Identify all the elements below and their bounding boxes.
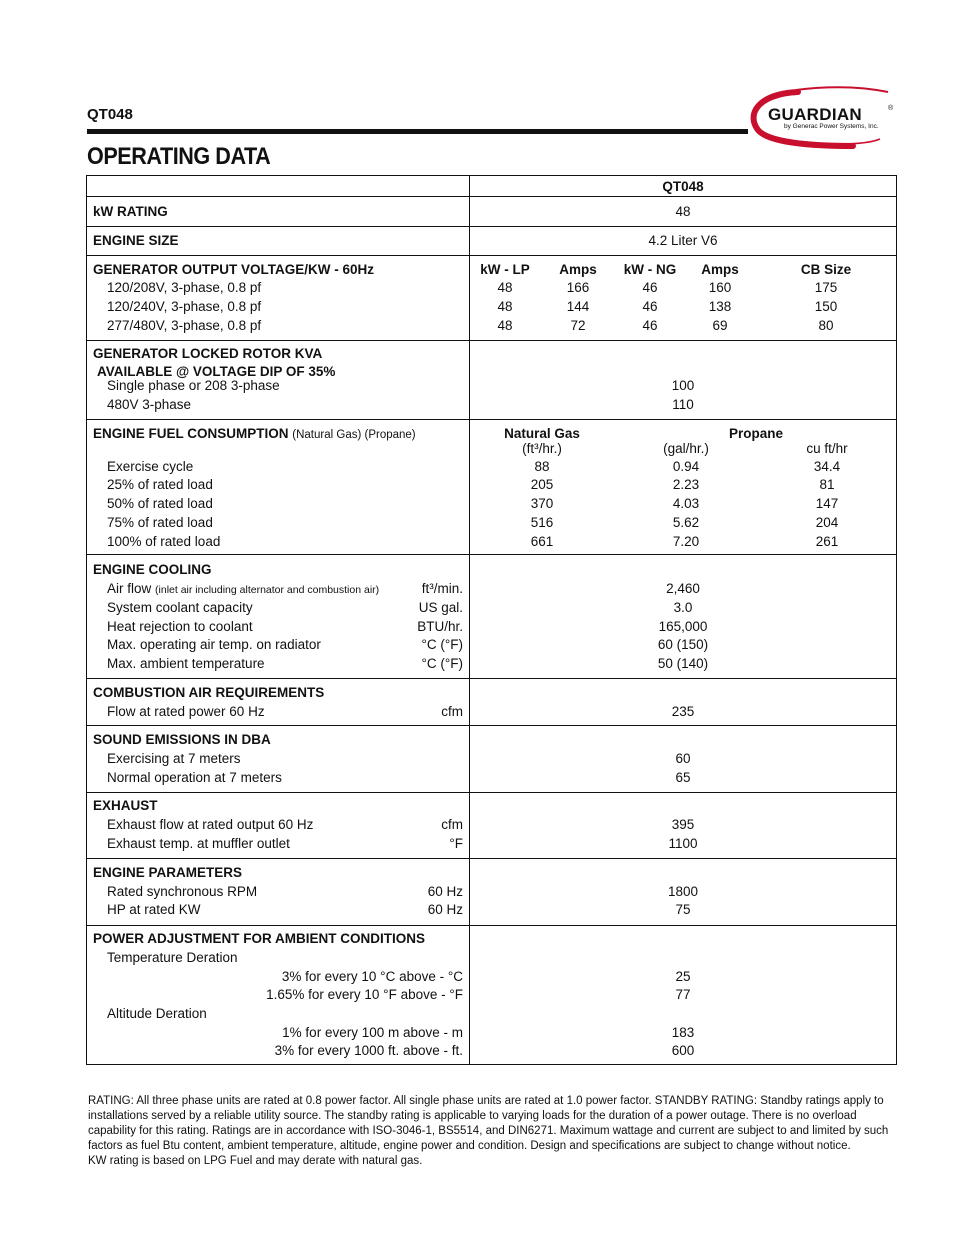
- logo-text: GUARDIAN: [768, 105, 863, 124]
- locked-rotor-label: GENERATOR LOCKED ROTOR KVA: [93, 346, 323, 361]
- fuel-lp-unit-cuft: cu ft/hr: [806, 441, 848, 456]
- engine-parameters-label: ENGINE PARAMETERS: [93, 865, 243, 880]
- fuel-lp-header: Propane: [728, 426, 784, 441]
- footnotes: [88, 1094, 896, 1169]
- gen-output-header-kw-lp: kW - LP: [480, 262, 530, 277]
- fuel-consumption-label: [93, 426, 416, 443]
- operating-data-table: [86, 175, 897, 1065]
- exhaust-label: EXHAUST: [93, 798, 158, 813]
- cooling-row-label: System coolant capacity: [107, 600, 253, 615]
- airflow-label: [107, 581, 379, 598]
- engine-param-row-value: 75: [675, 902, 691, 917]
- sound-row-value: 60: [675, 751, 691, 766]
- temp-deration-row-label: 1.65% for every 10 °F above - °F: [266, 987, 463, 1002]
- locked-rotor-sublabel: AVAILABLE @ VOLTAGE DIP OF 35%: [97, 364, 336, 379]
- combustion-air-label: COMBUSTION AIR REQUIREMENTS: [93, 685, 325, 700]
- airflow-title: Air flow: [107, 581, 152, 596]
- exhaust-row-value: 395: [671, 817, 695, 832]
- cooling-row-unit: BTU/hr.: [417, 619, 463, 634]
- fuel-cell: 516: [530, 515, 554, 530]
- fuel-cell: 261: [815, 534, 839, 549]
- engine-param-row-unit: 60 Hz: [427, 902, 463, 917]
- gen-output-cell: 72: [570, 318, 586, 333]
- locked-rotor-value: 100: [671, 378, 695, 393]
- fuel-cell: 370: [530, 496, 554, 511]
- fuel-cell: 34.4: [813, 459, 841, 474]
- cooling-row-value: 3.0: [673, 600, 693, 615]
- row-divider: [87, 858, 896, 859]
- guardian-logo: [738, 84, 910, 150]
- locked-rotor-row-label: 480V 3-phase: [107, 397, 192, 412]
- alt-deration-row-value: 600: [671, 1043, 695, 1058]
- exhaust-row-unit: cfm: [441, 817, 463, 832]
- row-divider: [87, 678, 896, 679]
- gen-output-cell: 160: [708, 280, 732, 295]
- cooling-row-unit: °C (°F): [421, 637, 463, 652]
- row-divider: [87, 792, 896, 793]
- power-adjustment-label: POWER ADJUSTMENT FOR AMBIENT CONDITIONS: [93, 931, 425, 946]
- fuel-row-label: 75% of rated load: [107, 515, 213, 530]
- cooling-row-label: Max. ambient temperature: [107, 656, 265, 671]
- sound-row-value: 65: [675, 770, 691, 785]
- fuel-row-label: 100% of rated load: [107, 534, 221, 549]
- engine-size-label: ENGINE SIZE: [93, 233, 179, 248]
- temp-deration-row-value: 25: [675, 969, 691, 984]
- engine-param-row-value: 1800: [667, 884, 699, 899]
- fuel-row-label: Exercise cycle: [107, 459, 194, 474]
- engine-param-row-label: HP at rated KW: [107, 902, 201, 917]
- fuel-cell: 5.62: [672, 515, 700, 530]
- airflow-unit: ft³/min.: [421, 581, 463, 596]
- fuel-cell: 88: [534, 459, 550, 474]
- engine-cooling-label: ENGINE COOLING: [93, 562, 212, 577]
- airflow-note: (inlet air including alternator and combustion air): [155, 584, 380, 596]
- gen-output-cell: 69: [712, 318, 728, 333]
- sound-row-label: Exercising at 7 meters: [107, 751, 241, 766]
- combustion-row-value: 235: [671, 704, 695, 719]
- gen-output-cell: 46: [642, 280, 658, 295]
- fuel-row-label: 25% of rated load: [107, 477, 213, 492]
- exhaust-row-unit: °F: [449, 836, 463, 851]
- exhaust-row-value: 1100: [668, 836, 698, 851]
- fuel-cell: 205: [530, 477, 554, 492]
- sound-emissions-label: SOUND EMISSIONS IN DBA: [93, 732, 271, 747]
- fuel-cell: 4.03: [672, 496, 700, 511]
- logo-subtitle: by Generac Power Systems, Inc.: [784, 123, 879, 130]
- combustion-row-label: Flow at rated power 60 Hz: [107, 704, 265, 719]
- fuel-consumption-title: ENGINE FUEL CONSUMPTION: [93, 426, 289, 441]
- fuel-cell: 661: [530, 534, 554, 549]
- page-title: OPERATING DATA: [87, 143, 271, 170]
- combustion-row-unit: cfm: [441, 704, 463, 719]
- fuel-consumption-note: (Natural Gas) (Propane): [292, 429, 416, 441]
- gen-output-cell: 48: [497, 318, 513, 333]
- gen-output-cell: 138: [708, 299, 732, 314]
- airflow-value: 2,460: [666, 581, 700, 596]
- model-number: QT048: [87, 106, 133, 123]
- gen-output-cell: 166: [566, 280, 590, 295]
- gen-output-cell: 46: [642, 299, 658, 314]
- gen-output-cell: 48: [497, 280, 513, 295]
- fuel-cell: 81: [819, 477, 835, 492]
- gen-output-row-label: 120/240V, 3-phase, 0.8 pf: [107, 299, 262, 314]
- engine-param-row-label: Rated synchronous RPM: [107, 884, 258, 899]
- gen-output-row-label: 120/208V, 3-phase, 0.8 pf: [107, 280, 262, 295]
- row-divider: [87, 725, 896, 726]
- altitude-deration-label: Altitude Deration: [107, 1006, 207, 1021]
- engine-param-row-unit: 60 Hz: [427, 884, 463, 899]
- row-divider: [87, 196, 896, 197]
- temperature-deration-label: Temperature Deration: [107, 950, 238, 965]
- gen-output-cell: 46: [642, 318, 658, 333]
- fuel-cell: 147: [815, 496, 839, 511]
- kw-rating-value: 48: [675, 204, 691, 219]
- cooling-row-label: Max. operating air temp. on radiator: [107, 637, 321, 652]
- gen-output-header-kw-ng: kW - NG: [623, 262, 677, 277]
- locked-rotor-row-label: Single phase or 208 3-phase: [107, 378, 280, 393]
- gen-output-cell: 150: [814, 299, 838, 314]
- exhaust-row-label: Exhaust flow at rated output 60 Hz: [107, 817, 314, 832]
- locked-rotor-value: 110: [672, 397, 694, 412]
- gen-output-cell: 48: [497, 299, 513, 314]
- cooling-row-value: 50 (140): [657, 656, 709, 671]
- alt-deration-row-label: 1% for every 100 m above - m: [282, 1025, 463, 1040]
- fuel-cell: 2.23: [672, 477, 700, 492]
- gen-output-cell: 144: [566, 299, 590, 314]
- temp-deration-row-label: 3% for every 10 °C above - °C: [281, 969, 463, 984]
- cooling-row-value: 60 (150): [657, 637, 709, 652]
- cooling-row-unit: US gal.: [418, 600, 463, 615]
- fuel-row-label: 50% of rated load: [107, 496, 213, 511]
- gen-output-header-amps-ng: Amps: [701, 262, 739, 277]
- gen-output-label: GENERATOR OUTPUT VOLTAGE/KW - 60Hz: [93, 262, 375, 277]
- fuel-cell: 0.94: [672, 459, 700, 474]
- gen-output-row-label: 277/480V, 3-phase, 0.8 pf: [107, 318, 262, 333]
- temp-deration-row-value: 77: [675, 987, 691, 1002]
- row-divider: [87, 554, 896, 555]
- sound-row-label: Normal operation at 7 meters: [107, 770, 282, 785]
- gen-output-header-cb-size: CB Size: [800, 262, 852, 277]
- row-divider: [87, 255, 896, 256]
- fuel-lp-unit-gal: (gal/hr.): [663, 441, 709, 456]
- header-rule: [87, 129, 748, 134]
- gen-output-cell: 175: [814, 280, 838, 295]
- rating-note: RATING: All three phase units are rated at 0.8 power factor. All single phase units are rated at 1.0 power factor. STANDBY RATING: Standby ratings apply to installations served by a reliable utility source. The standby rating is applicable to varying loads for the duration of a power outage. There is no overload capability for this rating. Ratings are in accordance with ISO-3046-1, BS5514, and DIN6271. Maximum wattage and current are subject to and limited by such factors as fuel Btu content, ambient temperature, altitude, engine power and condition. Design and specifications are subject to change without notice.: [88, 1095, 889, 1152]
- fuel-cell: 204: [815, 515, 839, 530]
- kw-rating-label: kW RATING: [93, 204, 168, 219]
- row-divider: [87, 925, 896, 926]
- engine-size-value: 4.2 Liter V6: [648, 233, 718, 248]
- row-divider: [87, 226, 896, 227]
- gen-output-cell: 80: [818, 318, 834, 333]
- cooling-row-label: Heat rejection to coolant: [107, 619, 253, 634]
- logo-registered-mark: ®: [888, 105, 894, 112]
- kw-note: KW rating is based on LPG Fuel and may derate with natural gas.: [88, 1155, 423, 1167]
- fuel-ng-unit: (ft³/hr.): [522, 441, 562, 456]
- row-divider: [87, 419, 896, 420]
- column-divider: [469, 176, 470, 1064]
- cooling-row-value: 165,000: [658, 619, 708, 634]
- row-divider: [87, 340, 896, 341]
- column-header-model: QT048: [662, 179, 704, 194]
- exhaust-row-label: Exhaust temp. at muffler outlet: [107, 836, 290, 851]
- alt-deration-row-label: 3% for every 1000 ft. above - ft.: [274, 1043, 463, 1058]
- fuel-cell: 7.20: [672, 534, 700, 549]
- fuel-ng-header: Natural Gas: [504, 426, 580, 441]
- cooling-row-unit: °C (°F): [421, 656, 463, 671]
- gen-output-header-amps-lp: Amps: [559, 262, 597, 277]
- alt-deration-row-value: 183: [671, 1025, 695, 1040]
